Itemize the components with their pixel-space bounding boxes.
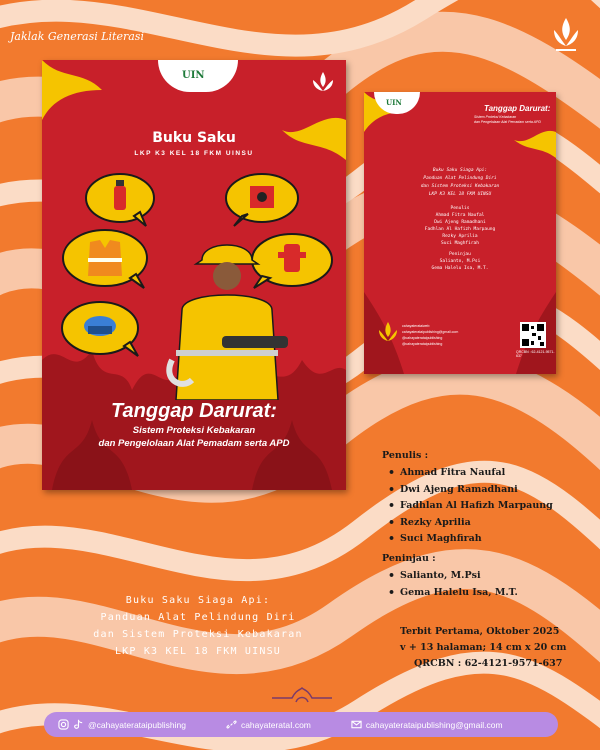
uin-logo: UIN bbox=[182, 70, 205, 81]
mail-icon bbox=[351, 719, 362, 730]
publisher-logo-icon bbox=[310, 70, 336, 96]
social-handle: @cahayaterataipublishing bbox=[88, 719, 186, 730]
link-icon bbox=[226, 719, 237, 730]
cover-subtitle-1: Sistem Proteksi Kebakaran bbox=[132, 425, 256, 436]
description-line: Panduan Alat Pelindung Diri bbox=[100, 612, 296, 623]
description-line: LKP K3 KEL 18 FKM UINSU bbox=[114, 646, 282, 657]
writer-item: • Fadhlan Al Hafizh Marpaung bbox=[388, 500, 553, 511]
back-contact: cahayaterataiweb bbox=[402, 324, 430, 328]
uin-logo: UIN bbox=[386, 98, 402, 107]
qr-code bbox=[520, 322, 546, 348]
edition: Terbit Pertama, Oktober 2025 bbox=[400, 626, 560, 637]
smoke-detector-bubble bbox=[58, 300, 142, 360]
back-peninjau-name: Gema Halelu Isa, M.T. bbox=[431, 266, 489, 271]
series-subtitle: LKP K3 KEL 18 FKM UINSU bbox=[134, 150, 254, 157]
reviewers-heading: Peninjau : bbox=[382, 553, 436, 564]
publisher-logo-icon bbox=[548, 16, 584, 56]
safety-vest-bubble bbox=[60, 228, 150, 290]
back-penulis-name: Rezky Aprilia bbox=[442, 234, 478, 239]
writer-item: • Dwi Ajeng Ramadhani bbox=[388, 484, 553, 495]
reviewer-item: • Salianto, M.Psi bbox=[388, 570, 553, 581]
publisher-logo-icon bbox=[376, 320, 400, 350]
publication-info bbox=[400, 624, 566, 672]
back-contact: cahayaterataipublishing@gmail.com bbox=[402, 330, 459, 334]
writers-list bbox=[388, 467, 553, 544]
back-peninjau-name: Salianto, M.Psi bbox=[439, 259, 481, 264]
back-blurb-line: LKP K3 KEL 18 FKM UINSU bbox=[428, 192, 492, 197]
back-penulis-label: Penulis bbox=[450, 206, 470, 211]
back-cover bbox=[364, 92, 556, 374]
email-link[interactable] bbox=[351, 719, 503, 730]
ornament-icon bbox=[272, 686, 332, 704]
instagram-icon bbox=[58, 719, 69, 730]
contact-footer bbox=[44, 712, 558, 737]
back-peninjau-label: Peninjau bbox=[449, 252, 471, 257]
back-blurb-line: dan Sistem Proteksi Kebakaran bbox=[420, 184, 500, 189]
series-title: Buku Saku bbox=[152, 130, 236, 146]
back-title-sub-1: Sistem Proteksi Kebakaran bbox=[474, 115, 517, 119]
reviewers-list bbox=[388, 570, 553, 598]
website-text: cahayaterataI.com bbox=[240, 719, 311, 730]
social-link[interactable] bbox=[58, 719, 186, 730]
back-title-sub-2: dan Pengelolaan Alat Pemadam serta APD bbox=[474, 120, 541, 124]
back-blurb-line: Panduan Alat Pelindung Diri bbox=[423, 176, 497, 181]
back-contact: @cahayaterataipublishing bbox=[402, 336, 443, 340]
page-count: v + 13 halaman; 14 cm x 20 cm bbox=[400, 642, 567, 653]
back-contact: @cahayaterataipublishing bbox=[402, 342, 443, 346]
reviewer-item: • Gema Halelu Isa, M.T. bbox=[388, 587, 553, 598]
back-qrcbn: QRCBN : 62-4121-9571-637 bbox=[516, 350, 555, 358]
cover-main-title: Tanggap Darurat: bbox=[111, 400, 277, 422]
writer-item: • Suci Maghfirah bbox=[388, 533, 553, 544]
back-title: Tanggap Darurat: bbox=[484, 104, 551, 113]
front-cover bbox=[42, 60, 346, 490]
description-line: dan Sistem Proteksi Kebakaran bbox=[93, 629, 303, 640]
back-penulis-name: Ahmad Fitra Naufal bbox=[435, 213, 485, 218]
writers-heading: Penulis : bbox=[382, 450, 429, 461]
fire-extinguisher-bubble bbox=[84, 172, 156, 228]
credits bbox=[382, 450, 553, 603]
writer-item: • Ahmad Fitra Naufal bbox=[388, 467, 553, 478]
writer-item: • Rezky Aprilia bbox=[388, 517, 553, 528]
fire-alarm-bubble bbox=[222, 172, 302, 228]
qrcbn: QRCBN : 62-4121-9571-637 bbox=[414, 658, 563, 669]
website-link[interactable] bbox=[226, 719, 311, 730]
back-penulis-name: Fadhlan Al Hafizh Marpaung bbox=[424, 227, 496, 232]
back-blurb-line: Buku Saku Siaga Api: bbox=[432, 168, 488, 173]
description-line: Buku Saku Siaga Api: bbox=[125, 595, 271, 606]
tagline: Jaklak Generasi Literasi bbox=[10, 30, 144, 43]
back-penulis-name: Dwi Ajeng Ramadhani bbox=[434, 220, 486, 225]
email-text: cahayaterataipublishing@gmail.com bbox=[365, 719, 503, 730]
book-description bbox=[68, 592, 328, 660]
tiktok-icon bbox=[73, 719, 84, 730]
cover-subtitle-2: dan Pengelolaan Alat Pemadam serta APD bbox=[98, 438, 290, 449]
firefighter-illustration bbox=[162, 240, 292, 400]
back-penulis-name: Suci Maghfirah bbox=[441, 241, 479, 246]
